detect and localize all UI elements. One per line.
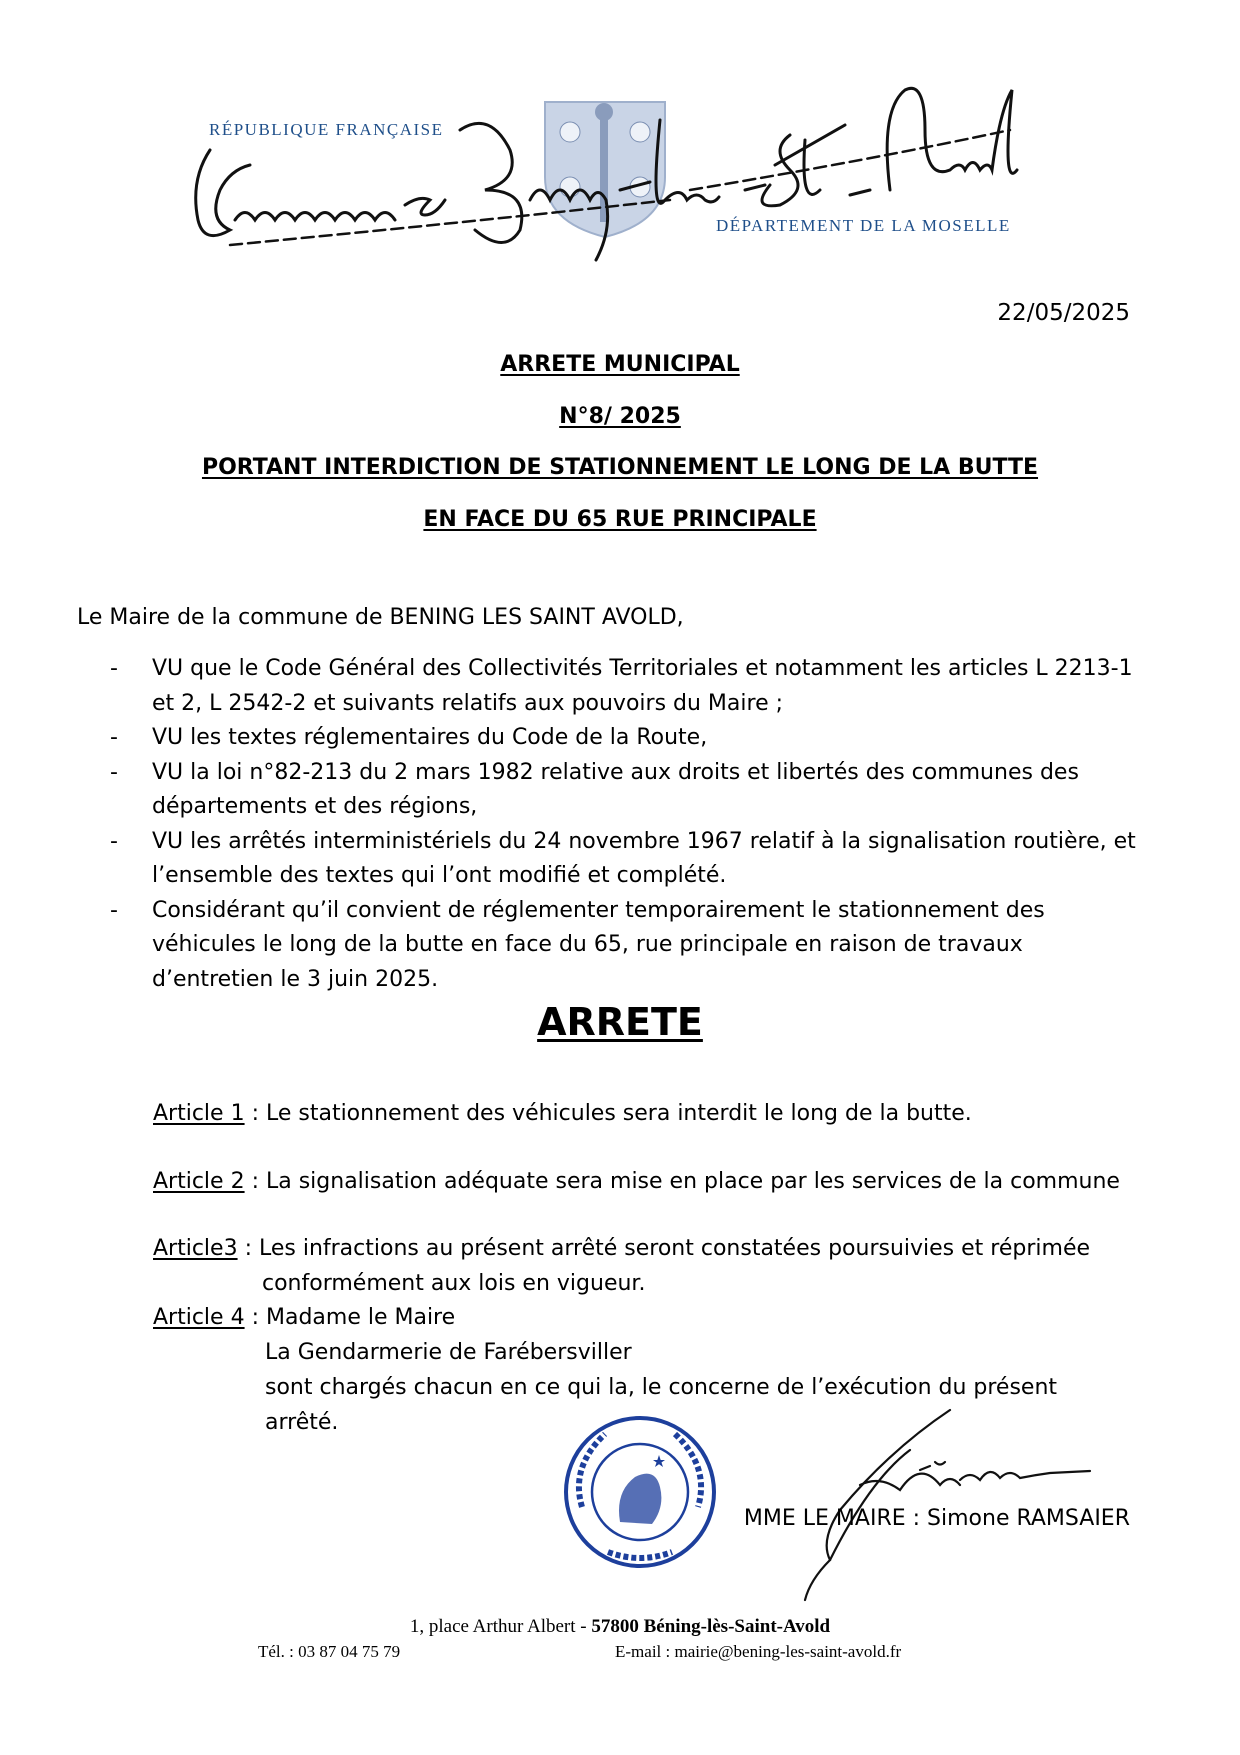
title-subject-line-1: PORTANT INTERDICTION DE STATIONNEMENT LE LONG DE LA BUTTE	[201, 455, 1039, 480]
list-item	[110, 825, 1140, 894]
title-subject-line-2: EN FACE DU 65 RUE PRINCIPALE	[423, 507, 817, 532]
considerant-text: VU les textes réglementaires du Code de la Route,	[152, 725, 708, 750]
intro-paragraph: Le Maire de la commune de BENING LES SAINT AVOLD,	[77, 605, 684, 630]
mayor-signature	[800, 1390, 1100, 1610]
article-2-text: : La signalisation adéquate sera mise en place par les services de la commune	[244, 1169, 1120, 1194]
footer-address-city: 57800 Béning-lès-Saint-Avold	[591, 1616, 831, 1637]
bullet-dash: -	[110, 656, 118, 681]
article-1-text: : Le stationnement des véhicules sera interdit le long de la butte.	[244, 1101, 972, 1126]
article-3	[153, 1232, 1093, 1301]
republique-francaise-label: RÉPUBLIQUE FRANÇAISE	[209, 120, 444, 139]
article-4-line: sont chargés chacun en ce qui la, le concerne de l’exécution du présent	[265, 1375, 1058, 1400]
bullet-dash: -	[110, 828, 118, 854]
considerant-text: Considérant qu’il convient de réglementer temporairement le stationnement des véhicules le long de la butte en face du 65, rue principale en raison de travaux d’entretien le 3 juin 2025.	[152, 897, 1045, 992]
footer-email: E-mail : mairie@bening-les-saint-avold.fr	[615, 1642, 902, 1661]
commune-handwritten-logo	[190, 70, 1020, 270]
article-4	[153, 1301, 455, 1336]
departement-label: DÉPARTEMENT DE LA MOSELLE	[716, 216, 1011, 235]
title-number: N°8/ 2025	[559, 404, 681, 429]
considerant-text: VU les arrêtés interministériels du 24 novembre 1967 relatif à la signalisation routière, et l’ensemble des textes qui l’ont modifié et complété.	[152, 828, 1136, 888]
bullet-dash: -	[110, 759, 118, 785]
article-3-label: Article3	[153, 1236, 238, 1261]
article-3-text: : Les infractions au présent arrêté seront constatées poursuivies et réprimée	[237, 1236, 1091, 1261]
list-item	[110, 894, 1140, 998]
title-arrete-municipal: ARRETE MUNICIPAL	[500, 352, 740, 377]
bullet-dash: -	[110, 725, 118, 750]
footer-address	[0, 1616, 1240, 1638]
list-item	[110, 721, 1140, 756]
official-stamp-icon	[560, 1412, 720, 1572]
considerant-text: VU que le Code Général des Collectivités Territoriales et notamment les articles L 2213-1 et 2, L 2542-2 et suivants relatifs aux pouvoirs du Maire ;	[152, 656, 1133, 716]
article-1	[153, 1097, 972, 1132]
article-2-label: Article 2	[153, 1169, 245, 1194]
article-4-label: Article 4	[153, 1305, 245, 1330]
list-item	[110, 652, 1140, 721]
list-item	[110, 756, 1140, 825]
article-4-line: arrêté.	[265, 1410, 339, 1435]
footer-phone: Tél. : 03 87 04 75 79	[258, 1642, 401, 1661]
document-date: 22/05/2025	[997, 300, 1130, 326]
article-4-text: : Madame le Maire	[244, 1305, 456, 1330]
signatory-label: MME LE MAIRE : Simone RAMSAIER	[743, 1506, 1130, 1531]
article-4-line: La Gendarmerie de Farébersviller	[265, 1340, 632, 1365]
article-1-label: Article 1	[153, 1101, 245, 1126]
footer-address-street: 1, place Arthur Albert -	[409, 1616, 592, 1637]
arrete-heading: ARRETE	[537, 1000, 703, 1044]
article-2	[153, 1165, 1120, 1200]
considerants-list	[110, 652, 1140, 997]
bullet-dash: -	[110, 897, 118, 923]
considerant-text: VU la loi n°82-213 du 2 mars 1982 relative aux droits et libertés des communes des départements et des régions,	[152, 759, 1079, 819]
article-3-continuation: conformément aux lois en vigueur.	[262, 1270, 646, 1296]
